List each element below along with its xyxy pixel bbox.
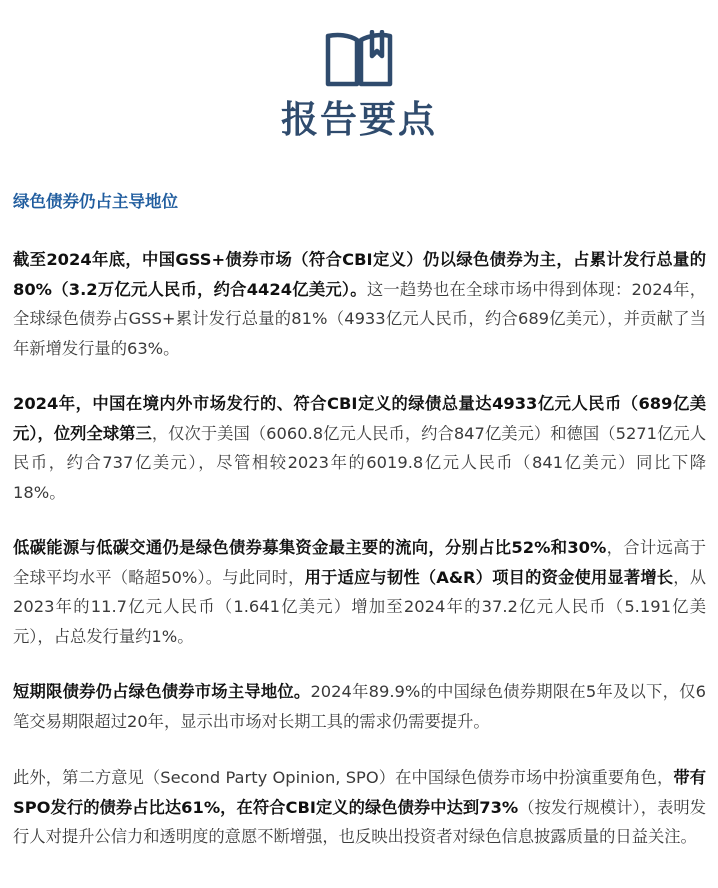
paragraph-text: ，仅次于美国（6060.8亿元人民币，约合847亿美元）和德国（5271亿元人民币，约合737亿美元），尽管相较2023年的6019.8亿元人民币（841亿美元）同比下降18%。 — [13, 423, 707, 502]
paragraph-emphasis: 短期限债券仍占绿色债券市场主导地位。 — [13, 682, 311, 701]
section-heading: 绿色债券仍占主导地位 — [13, 192, 178, 211]
paragraph-emphasis: 截至2024年底，中国GSS+债券市场（符合CBI定义）仍以绿色债券为主，占累计发行总量的80%（3.2万亿元人民币，约合4424亿美元）。 — [13, 250, 706, 299]
paragraph-tenor — [13, 677, 706, 736]
paragraph-text: ，从2023年的11.7亿元人民币（1.641亿美元）增加至2024年的37.2亿元人民币（5.191亿美元），占总发行量约1%。 — [13, 567, 706, 646]
paragraph-emphasis: 2024年，中国在境内外市场发行的、符合CBI定义的绿债总量达4933亿元人民币（689亿美元），位列全球第三 — [13, 394, 706, 443]
paragraph-emphasis: 带有SPO发行的债券占比达61%，在符合CBI定义的绿色债券中达到73% — [13, 768, 706, 817]
paragraph-text: 此外，第二方意见（Second Party Opinion, SPO）在中国绿色债券市场中扮演重要角色， — [13, 768, 674, 787]
paragraph-text: （按发行规模计），表明发行人对提升公信力和透明度的意愿不断增强，也反映出投资者对绿色信息披露质量的日益关注。 — [13, 797, 707, 846]
paragraph-text: 2024年89.9%的中国绿色债券期限在5年及以下，仅6笔交易期限超过20年，显示出市场对长期工具的需求仍需要提升。 — [13, 682, 706, 731]
paragraph-global-rank — [13, 389, 706, 507]
paragraph-green-bond-share — [13, 245, 706, 363]
paragraph-text: 这一趋势也在全球市场中得到体现：2024年，全球绿色债券占GSS+累计发行总量的81%（4933亿元人民币，约合689亿美元），并贡献了当年新增发行量的63%。 — [13, 279, 707, 358]
paragraph-spo — [13, 763, 706, 852]
open-book-icon — [324, 30, 394, 92]
paragraph-text: ，合计远高于全球平均水平（略超50%）。与此同时， — [13, 538, 706, 587]
page-title: 报告要点 — [281, 98, 437, 141]
paragraph-emphasis: 低碳能源与低碳交通仍是绿色债券募集资金最主要的流向，分别占比52%和30% — [13, 538, 607, 557]
paragraph-emphasis: 用于适应与韧性（A&R）项目的资金使用显著增长 — [304, 567, 674, 587]
paragraph-use-of-proceeds — [13, 533, 706, 651]
